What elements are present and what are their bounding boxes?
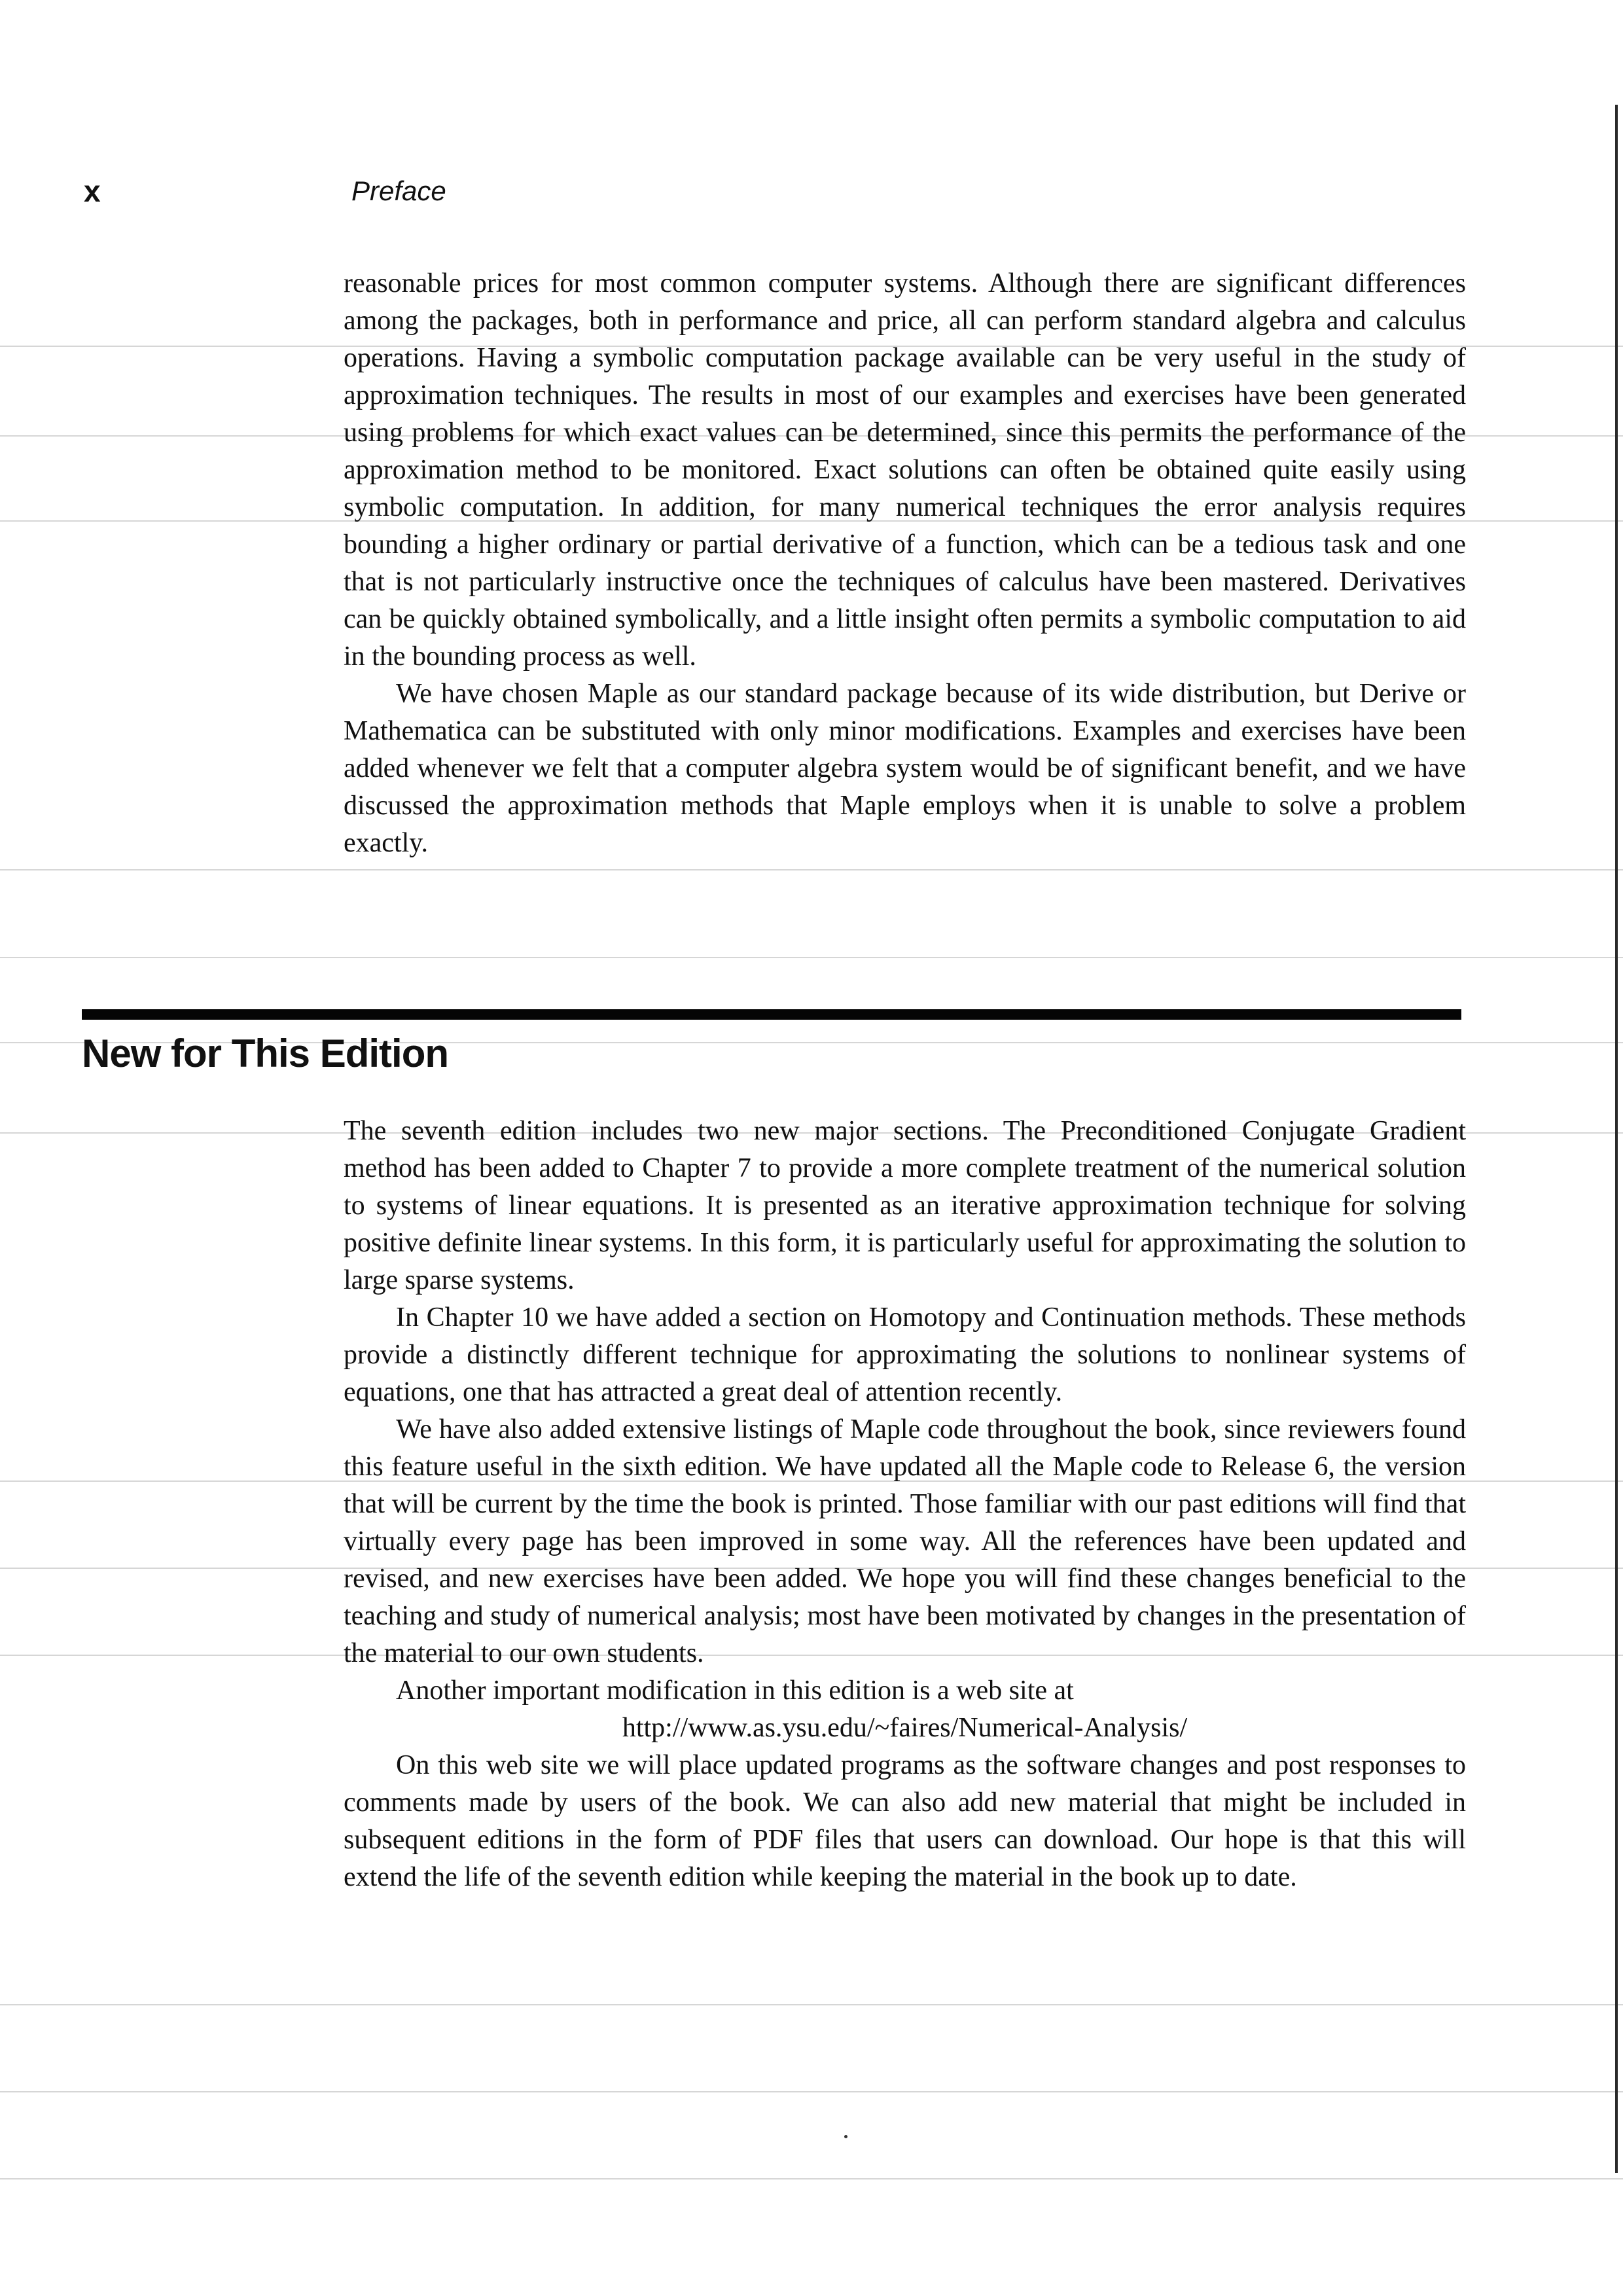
paragraph: In Chapter 10 we have added a section on Homotopy and Continuation methods. These methods provide a distinctly different technique for approximating the solutions to nonlinear systems of equations, one that has attracted a great deal of attention recently.: [344, 1302, 1466, 1407]
scan-line: [0, 957, 1623, 958]
paragraph: The seventh edition includes two new major sections. The Preconditioned Conjugate Gradient method has been added to Chapter 7 to provide a more complete treatment of the numerical solution to systems of linear equations. It is presented as an iterative approximation technique for solving positive definite linear systems. In this form, it is particularly useful for approximating the solution to large sparse systems.: [344, 1116, 1466, 1295]
paragraph: Another important modification in this edition is a web site at: [396, 1676, 1074, 1706]
page-number: x: [84, 174, 101, 208]
scan-line: [0, 2091, 1623, 2092]
scan-line: [0, 2178, 1623, 2179]
paragraph: We have also added extensive listings of Maple code throughout the book, since reviewers found this feature useful in the sixth edition. We have updated all the Maple code to Release 6, the version that will be current by the time the book is printed. Those familiar with our past editions will find that virtually every page has been improved in some way. All the references have been updated and revised, and new exercises have been added. We hope you will find these changes beneficial to the teaching and study of numerical analysis; most have been motivated by changes in the presentation of the material to our own students.: [344, 1414, 1466, 1668]
section-rule: [82, 1009, 1461, 1020]
running-title: Preface: [351, 175, 446, 206]
paragraph: On this web site we will place updated programs as the software changes and post responses to comments made by users of the book. We can also add new material that might be included in subsequent editions in the form of PDF files that users can download. Our hope is that this will extend the life of the seventh edition while keeping the material in the book up to date.: [344, 1750, 1466, 1892]
scan-dot: [844, 2135, 847, 2138]
preface-text-block: [344, 265, 1466, 862]
paragraph: reasonable prices for most common computer systems. Although there are significant differences among the packages, both in performance and price, all can perform standard algebra and calculus operations. Having a symbolic computation package available can be very useful in the study of approximation techniques. The results in most of our examples and exercises have been generated using problems for which exact values can be determined, since this permits the performance of the approximation method to be monitored. Exact solutions can often be obtained quite easily using symbolic computation. In addition, for many numerical techniques the error analysis requires bounding a higher ordinary or partial derivative of a function, which can be a tedious task and one that is not particularly instructive once the techniques of calculus have been mastered. Derivatives can be quickly obtained symbolically, and a little insight often permits a symbolic computation to aid in the bounding process as well.: [344, 268, 1466, 672]
section-heading: New for This Edition: [82, 1031, 448, 1075]
scan-edge: [1615, 105, 1618, 2173]
scan-line: [0, 2004, 1623, 2005]
web-site-url: http://www.as.ysu.edu/~faires/Numerical-Analysis/: [622, 1713, 1188, 1743]
new-edition-text-block: [344, 1113, 1466, 1896]
scan-line: [0, 869, 1623, 870]
paragraph: We have chosen Maple as our standard package because of its wide distribution, but Derive or Mathematica can be substituted with only minor modifications. Examples and exercises have been added whenever we felt that a computer algebra system would be of significant benefit, and we have discussed the approximation methods that Maple employs when it is unable to solve a problem exactly.: [344, 679, 1466, 858]
